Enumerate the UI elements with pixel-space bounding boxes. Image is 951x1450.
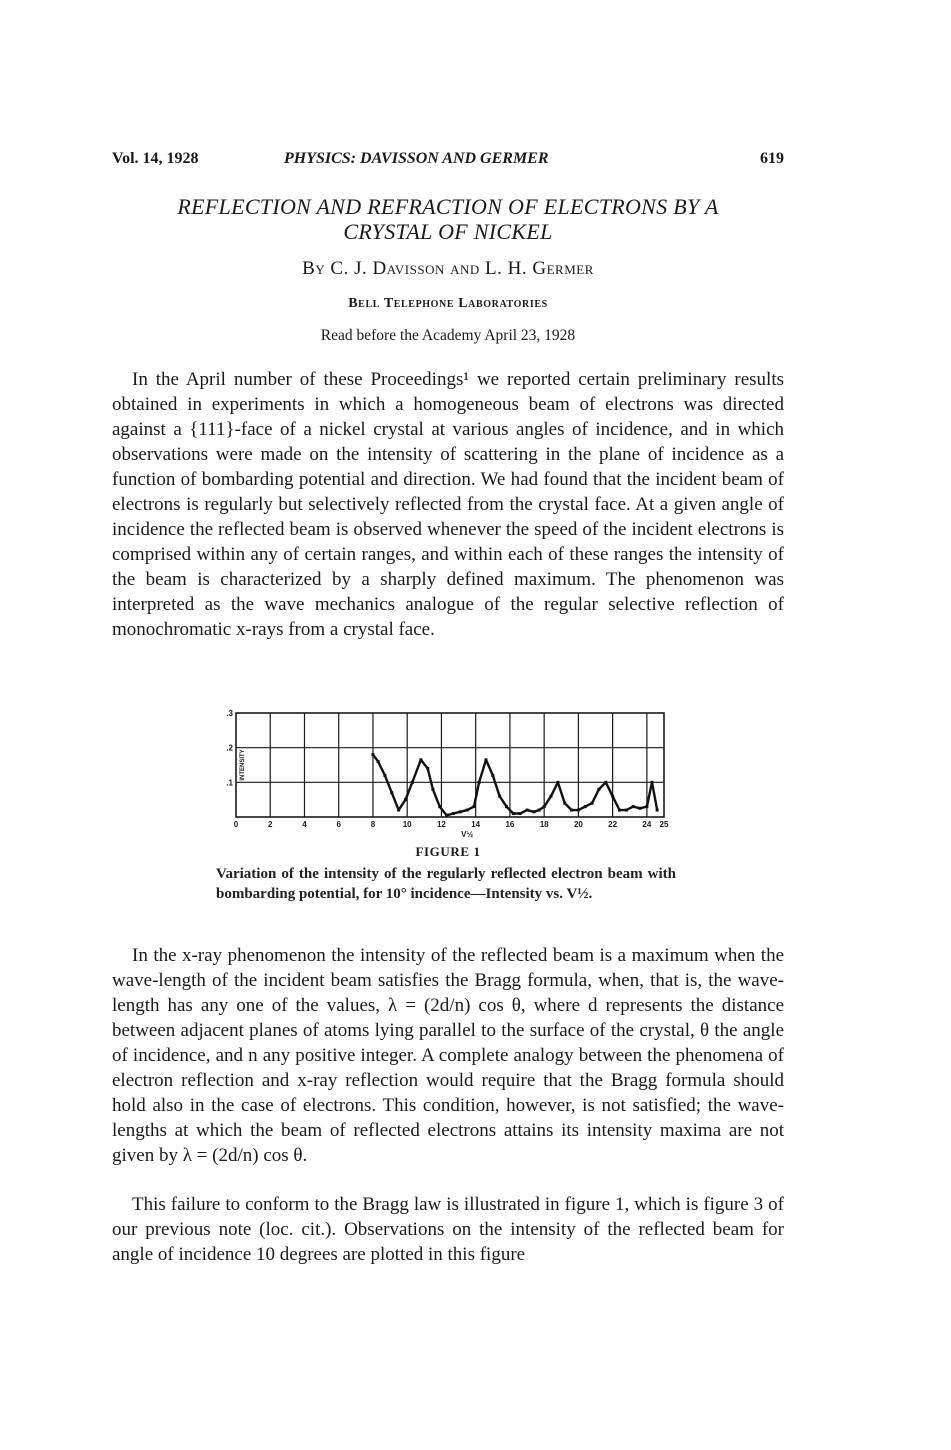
- title-line-1: REFLECTION AND REFRACTION OF ELECTRONS BY A: [177, 194, 719, 219]
- x-tick-label: 12: [436, 820, 446, 829]
- x-tick-label: 0: [233, 820, 239, 829]
- data-point: [577, 809, 580, 812]
- data-point: [645, 805, 648, 808]
- data-point: [404, 798, 407, 801]
- x-tick-label: 18: [539, 820, 549, 829]
- x-tick-label: 24: [642, 820, 652, 829]
- data-point: [478, 781, 481, 784]
- data-point: [466, 809, 469, 812]
- x-tick-label: 14: [471, 820, 481, 829]
- data-point: [597, 788, 600, 791]
- data-point: [611, 795, 614, 798]
- x-tick-label: 2: [268, 820, 273, 829]
- data-point: [371, 753, 374, 756]
- data-point: [570, 809, 573, 812]
- data-point: [505, 805, 508, 808]
- data-point: [656, 809, 659, 812]
- data-point: [459, 810, 462, 813]
- intensity-chart: [220, 704, 680, 839]
- article-title: [112, 194, 784, 244]
- x-tick-label: 16: [505, 820, 515, 829]
- data-point: [445, 814, 448, 817]
- data-point: [604, 781, 607, 784]
- plot-frame: [236, 713, 664, 817]
- data-point: [526, 809, 529, 812]
- data-point: [426, 767, 429, 770]
- data-point: [550, 795, 553, 798]
- data-point: [397, 809, 400, 812]
- data-point: [438, 805, 441, 808]
- data-point: [584, 805, 587, 808]
- authors: By C. J. Davisson and L. H. Germer: [302, 258, 594, 279]
- x-tick-label: 25: [659, 820, 669, 829]
- data-point: [390, 791, 393, 794]
- data-point: [563, 802, 566, 805]
- x-tick-label: 8: [370, 820, 376, 829]
- data-point: [625, 809, 628, 812]
- data-point: [556, 781, 559, 784]
- paragraph-1: In the April number of these Proceedings¹ we reported certain preliminary results obtained in experiments in which a homogeneous beam of electrons was directed against a {111}-face of a nickel crystal at various angles of incidence, and in which observations were made on the intensity of scattering in the plane of incidence as a function of bombarding potential and direction. We had found that the incident beam of electrons is regularly but selectively reflected from the crystal face. At a given angle of incidence the reflected beam is observed whenever the speed of the incident electrons is comprised within any of certain ranges, and within each of these ranges the intensity of the beam is characterized by a sharply defined maximum. The phenomenon was interpreted as the wave mechanics analogue of the regular selective reflection of monochromatic x-rays from a crystal face.: [112, 369, 784, 640]
- x-axis-label: V½: [461, 830, 474, 839]
- intensity-curve: [373, 755, 657, 816]
- data-point: [472, 805, 475, 808]
- data-point: [411, 781, 414, 784]
- x-tick-label: 4: [302, 820, 307, 829]
- x-tick-label: 10: [402, 820, 412, 829]
- read-date: Read before the Academy April 23, 1928: [320, 327, 576, 344]
- running-head: [112, 150, 784, 174]
- data-point: [452, 812, 455, 815]
- y-tick-label: .1: [226, 778, 233, 788]
- title-line-2: CRYSTAL OF NICKEL: [343, 219, 553, 244]
- affiliation: Bell Telephone Laboratories: [348, 296, 548, 311]
- x-tick-label: 20: [573, 820, 583, 829]
- data-point: [491, 774, 494, 777]
- y-tick-label: .3: [226, 709, 233, 718]
- x-tick-label: 22: [608, 820, 618, 829]
- data-point: [538, 809, 541, 812]
- data-point: [639, 807, 642, 810]
- paragraph-3: This failure to conform to the Bragg law is illustrated in figure 1, which is figure 3 of our previous note (loc. cit.). Observations on the intensity of the reflected beam for angle of incidence 10 degrees are plotted in this figure: [112, 1194, 784, 1265]
- figure-caption: Variation of the intensity of the regularly reflected electron beam with bombarding potential, for 10° incidence—Intensity vs. V½.: [216, 866, 676, 902]
- figure-label: FIGURE 1: [415, 844, 481, 859]
- data-point: [377, 760, 380, 763]
- running-title: PHYSICS: DAVISSON AND GERMER: [284, 150, 549, 167]
- data-point: [519, 812, 522, 815]
- data-point: [591, 802, 594, 805]
- data-point: [484, 758, 487, 761]
- volume-label: Vol. 14, 1928: [112, 150, 199, 167]
- data-point: [383, 774, 386, 777]
- data-point: [651, 781, 654, 784]
- data-point: [532, 810, 535, 813]
- data-point: [512, 812, 515, 815]
- data-point: [431, 788, 434, 791]
- data-point: [543, 805, 546, 808]
- y-tick-label: .2: [226, 743, 233, 753]
- x-tick-label: 6: [336, 820, 341, 829]
- y-axis-label: INTENSITY: [240, 749, 246, 781]
- data-point: [618, 809, 621, 812]
- page-number: 619: [760, 150, 784, 167]
- figure-1: [220, 704, 680, 839]
- paragraph-2: In the x-ray phenomenon the intensity of the reflected beam is a maximum when the wave-length of the incident beam satisfies the Bragg formula, when, that is, the wave-length has any one of the values, λ = (2d/n) cos θ, where d represents the distance between adjacent planes of atoms lying parallel to the surface of the crystal, θ the angle of incidence, and n any positive integer. A complete analogy between the phenomena of electron reflection and x-ray reflection would require that the Bragg formula should hold also in the case of electrons. This condition, however, is not satisfied; the wave-lengths at which the beam of reflected electrons attains its intensity maxima are not given by λ = (2d/n) cos θ.: [112, 945, 784, 1166]
- data-point: [498, 795, 501, 798]
- data-point: [419, 758, 422, 761]
- data-point: [632, 805, 635, 808]
